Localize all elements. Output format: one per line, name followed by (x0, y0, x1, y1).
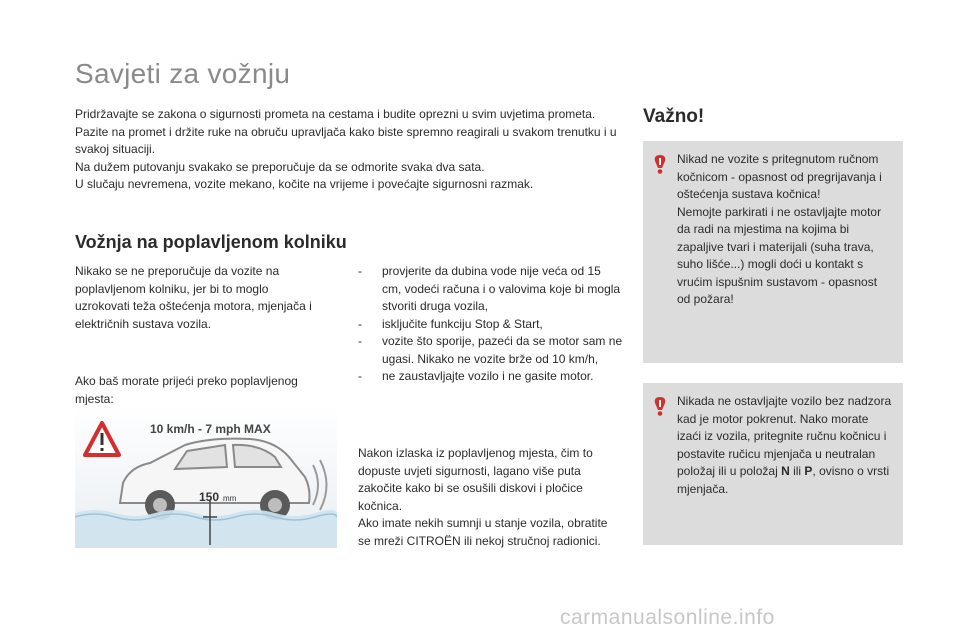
intro-line-3: Na dužem putovanju svakako se preporučuje da se odmorite svaka dva sata. (75, 159, 485, 174)
list-dash: - (358, 334, 362, 348)
list-item-text: vozite što sporije, pazeći da se motor sam ne ugasi. Nikako ne vozite brže od 10 km/h, (382, 334, 623, 366)
depth-value-label: 150 (199, 490, 220, 504)
flood-instructions-list (358, 263, 623, 386)
warning-paragraph-2: Nemojte parkirati i ne ostavljajte motor da radi na mjestima na kojima bi zapaljive tvari i materijali (suha trava, suho lišće...) mogli doći u kontakt s vrućim ispušnim sustavom - opasnost od požara! (677, 204, 882, 306)
list-dash: - (358, 316, 362, 331)
watermark: carmanualsonline.info (560, 606, 775, 629)
intro-line-2: Pazite na promet i držite ruke na obruču upravljača kako biste spremno reagirali u svakom trenutku i u svakoj situaciji. (75, 124, 617, 156)
list-dash: - (358, 264, 362, 278)
after-flood-paragraph-2: Ako imate nekih sumnji u stanje vozila, obratite se mreži CITROËN ili nekoj stručnoj radionici. (358, 516, 608, 548)
front-wheel-hub (153, 498, 167, 512)
flood-heading: Vožnja na poplavljenom kolniku (75, 232, 347, 252)
list-item (358, 368, 623, 386)
warning-box-handbrake (643, 141, 903, 363)
warning-box-unattended (643, 383, 903, 545)
warning-box-unattended-text (677, 393, 892, 498)
list-item (358, 316, 623, 334)
gear-n-label: N (781, 464, 790, 478)
intro-line-1: Pridržavajte se zakona o sigurnosti prometa na cestama i budite oprezni u svim uvjetima prometa. (75, 107, 596, 121)
list-item-text: ne zaustavljajte vozilo i ne gasite motor. (382, 369, 594, 383)
exclamation-warning-icon (650, 396, 670, 416)
intro-line-4: U slučaju nevremena, vozite mekano, kočite na vrijeme i povećajte sigurnosni razmak. (75, 177, 534, 191)
after-flood-text (358, 445, 623, 550)
exclamation-warning-icon (650, 154, 670, 174)
list-dash: - (358, 369, 362, 383)
warning-paragraph-1: Nikad ne vozite s pritegnutom ručnom kočnicom - opasnost od pregrijavanja i oštećenja sustava kočnica! (677, 152, 882, 201)
list-item-text: isključite funkciju Stop & Start, (382, 316, 543, 331)
after-flood-paragraph-1: Nakon izlaska iz poplavljenog mjesta, čim to dopuste uvjeti sigurnosti, lagano više puta zakočite kako bi se osušili diskovi i pločice kočnica. (358, 446, 593, 513)
important-heading: Važno! (643, 106, 705, 127)
warning-text-mid: ili (789, 464, 805, 478)
speed-limit-label: 10 km/h - 7 mph MAX (150, 422, 271, 436)
flood-car-illustration (75, 405, 337, 548)
rear-wheel-hub (268, 498, 282, 512)
warning-text-after: , ovisno o vrsti mjenjača. (677, 464, 890, 496)
list-item (358, 333, 623, 368)
list-item-text: provjerite da dubina vode nije veća od 15 cm, vodeći računa i o valovima koje bi mogla stvoriti druga vozila, (382, 264, 621, 313)
gear-p-label: P (804, 464, 813, 478)
list-item (358, 263, 623, 316)
depth-unit-label: mm (223, 494, 237, 503)
flood-paragraph-2: Ako baš morate prijeći preko poplavljenog mjesta: (75, 374, 298, 406)
flood-paragraph-1: Nikako se ne preporučuje da vozite na poplavljenom kolniku, jer bi to moglo uzrokovati teža oštećenja motora, mjenjača i električnih sustava vozila. (75, 264, 312, 331)
warning-text-before: Nikada ne ostavljajte vozilo bez nadzora kad je motor pokrenut. Nako morate izaći iz vozila, pritegnite ručnu kočnicu i postavite ručicu mjenjača u neutralan položaj ili u položaj (677, 394, 892, 478)
warning-paragraph-3 (677, 393, 892, 498)
warning-box-handbrake-text (677, 151, 892, 309)
intro-text (75, 106, 620, 194)
page-title: Savjeti za vožnju (75, 58, 291, 89)
